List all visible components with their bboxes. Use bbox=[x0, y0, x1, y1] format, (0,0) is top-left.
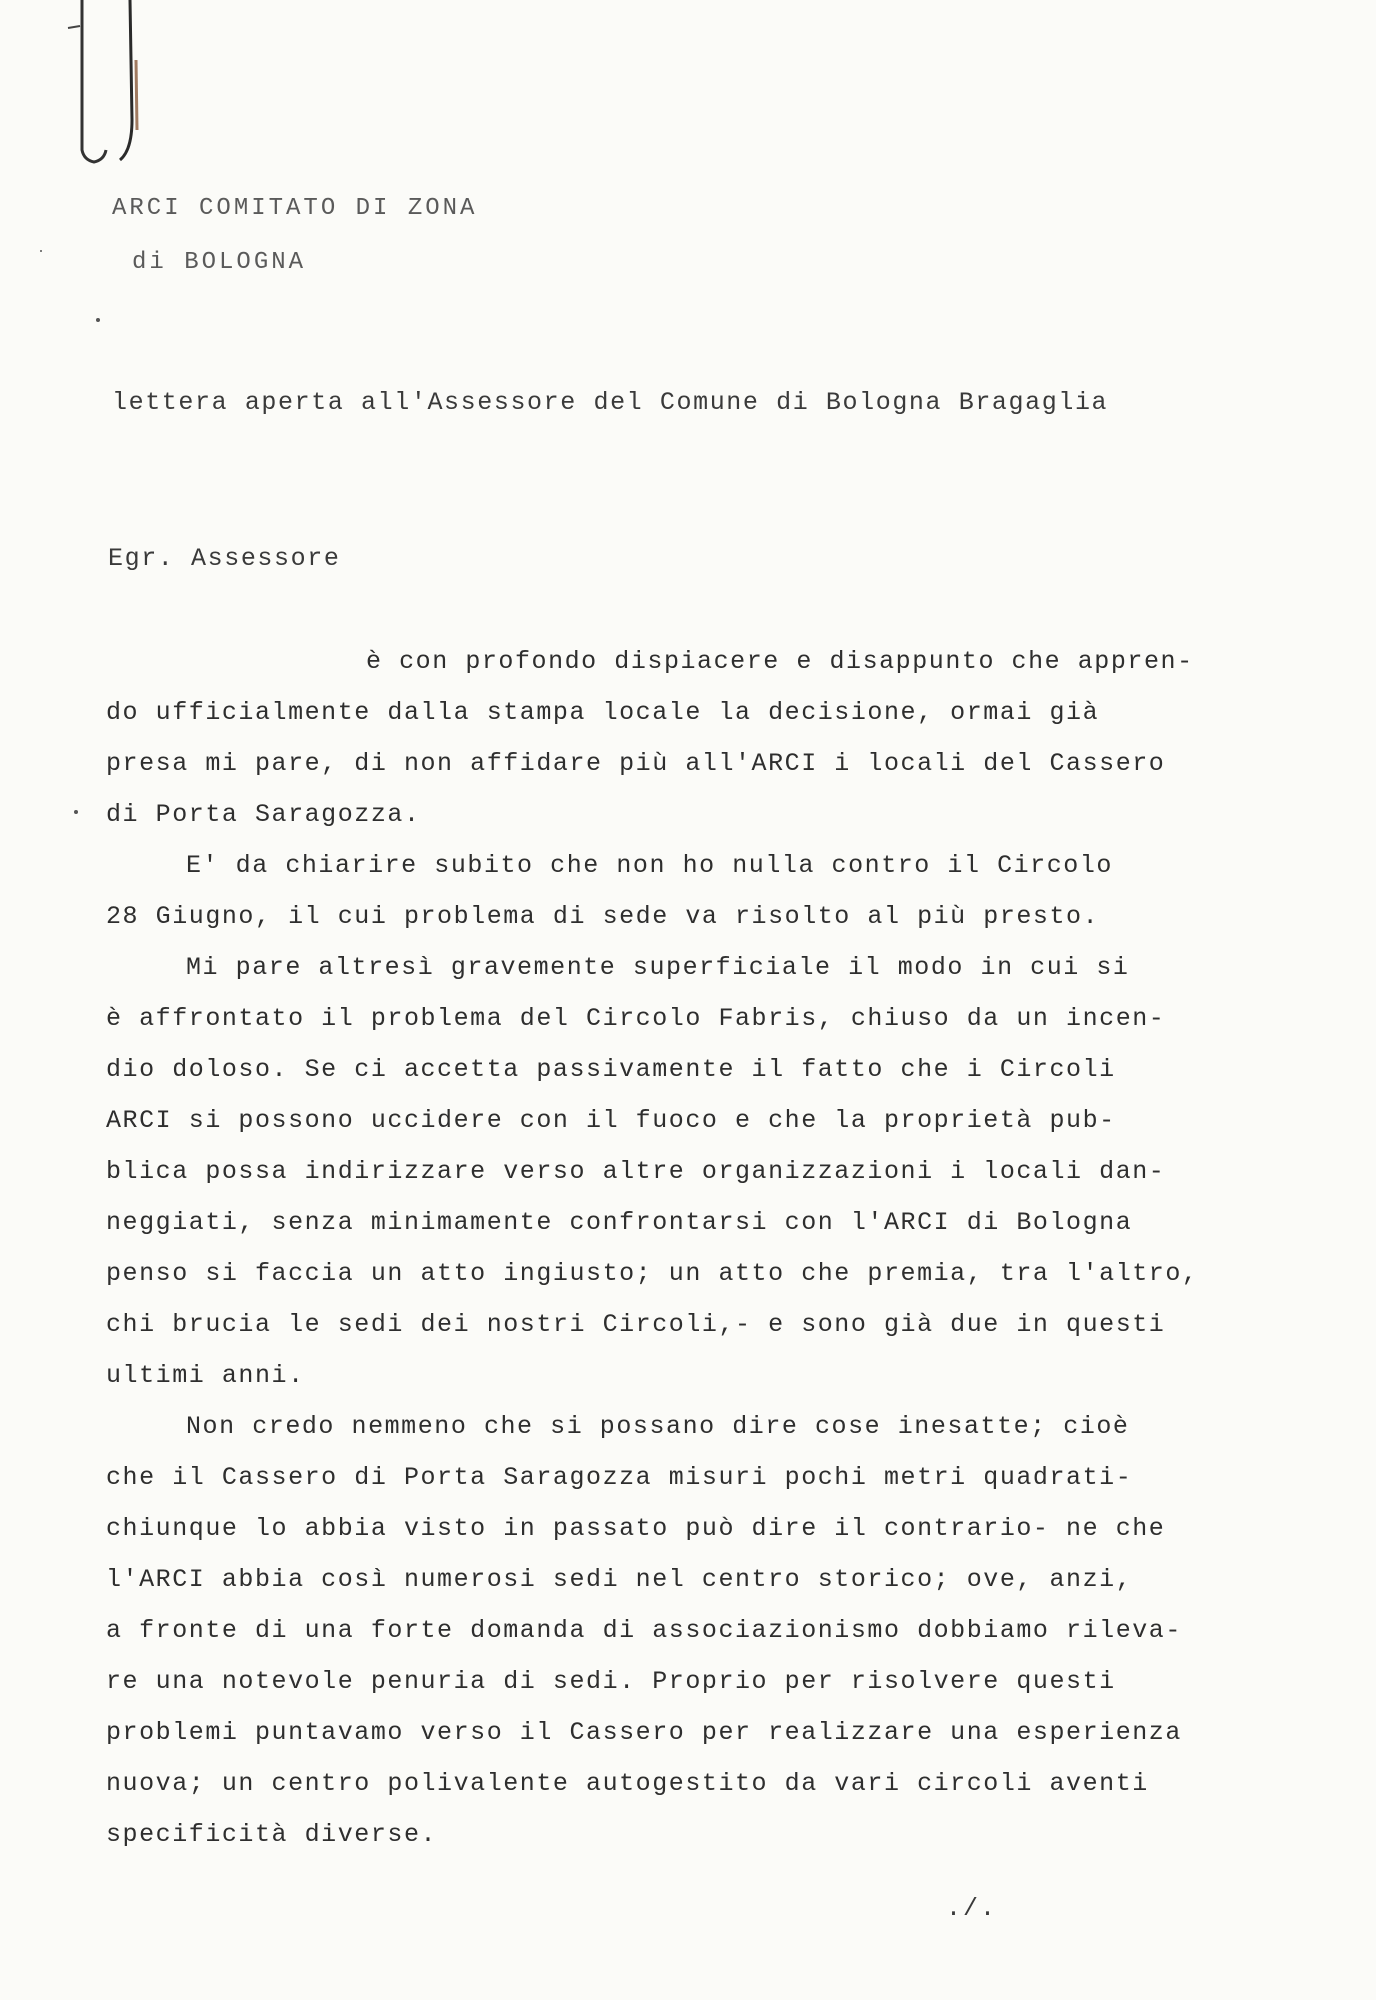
body-line: ARCI si possono uccidere con il fuoco e che la proprietà pub- bbox=[106, 1106, 1116, 1135]
paper-speck bbox=[40, 250, 42, 252]
body-line: di Porta Saragozza. bbox=[106, 800, 421, 829]
letterhead-city: di BOLOGNA bbox=[132, 249, 307, 276]
body-line: re una notevole penuria di sedi. Proprio per risolvere questi bbox=[106, 1667, 1116, 1696]
body-line: a fronte di una forte domanda di associazionismo dobbiamo rileva- bbox=[106, 1616, 1182, 1645]
page-continuation-mark: ./. bbox=[946, 1894, 998, 1923]
letterhead-organization: ARCI COMITATO DI ZONA bbox=[112, 195, 478, 222]
body-line: che il Cassero di Porta Saragozza misuri pochi metri quadrati- bbox=[106, 1463, 1133, 1492]
body-line: 28 Giugno, il cui problema di sede va risolto al più presto. bbox=[106, 902, 1100, 931]
paper-speck bbox=[74, 810, 78, 814]
body-line: blica possa indirizzare verso altre organizzazioni i locali dan- bbox=[106, 1157, 1166, 1186]
body-line: presa mi pare, di non affidare più all'ARCI i locali del Cassero bbox=[106, 749, 1166, 778]
body-line: problemi puntavamo verso il Cassero per realizzare una esperienza bbox=[106, 1718, 1182, 1747]
letter-subject: lettera aperta all'Assessore del Comune di Bologna Bragaglia bbox=[112, 388, 1109, 417]
letterhead bbox=[112, 182, 477, 290]
body-line: do ufficialmente dalla stampa locale la decisione, ormai già bbox=[106, 698, 1100, 727]
paper-speck bbox=[96, 318, 100, 322]
body-line: nuova; un centro polivalente autogestito da vari circoli aventi bbox=[106, 1769, 1149, 1798]
letter-body bbox=[106, 636, 1286, 1860]
body-line: E' da chiarire subito che non ho nulla contro il Circolo bbox=[186, 851, 1113, 880]
paper-clip-mark bbox=[60, 0, 150, 170]
body-line: neggiati, senza minimamente confrontarsi con l'ARCI di Bologna bbox=[106, 1208, 1133, 1237]
body-line: chiunque lo abbia visto in passato può dire il contrario- ne che bbox=[106, 1514, 1166, 1543]
body-line: specificità diverse. bbox=[106, 1820, 438, 1849]
body-line: dio doloso. Se ci accetta passivamente il fatto che i Circoli bbox=[106, 1055, 1116, 1084]
body-line: Non credo nemmeno che si possano dire cose inesatte; cioè bbox=[186, 1412, 1130, 1441]
body-line: penso si faccia un atto ingiusto; un atto che premia, tra l'altro, bbox=[106, 1259, 1199, 1288]
body-line: è con profondo dispiacere e disappunto che appren- bbox=[366, 647, 1194, 676]
salutation: Egr. Assessore bbox=[108, 544, 341, 573]
body-line: chi brucia le sedi dei nostri Circoli,- e sono già due in questi bbox=[106, 1310, 1166, 1339]
body-line: è affrontato il problema del Circolo Fabris, chiuso da un incen- bbox=[106, 1004, 1166, 1033]
body-line: l'ARCI abbia così numerosi sedi nel centro storico; ove, anzi, bbox=[106, 1565, 1133, 1594]
body-line: Mi pare altresì gravemente superficiale il modo in cui si bbox=[186, 953, 1130, 982]
body-line: ultimi anni. bbox=[106, 1361, 305, 1390]
